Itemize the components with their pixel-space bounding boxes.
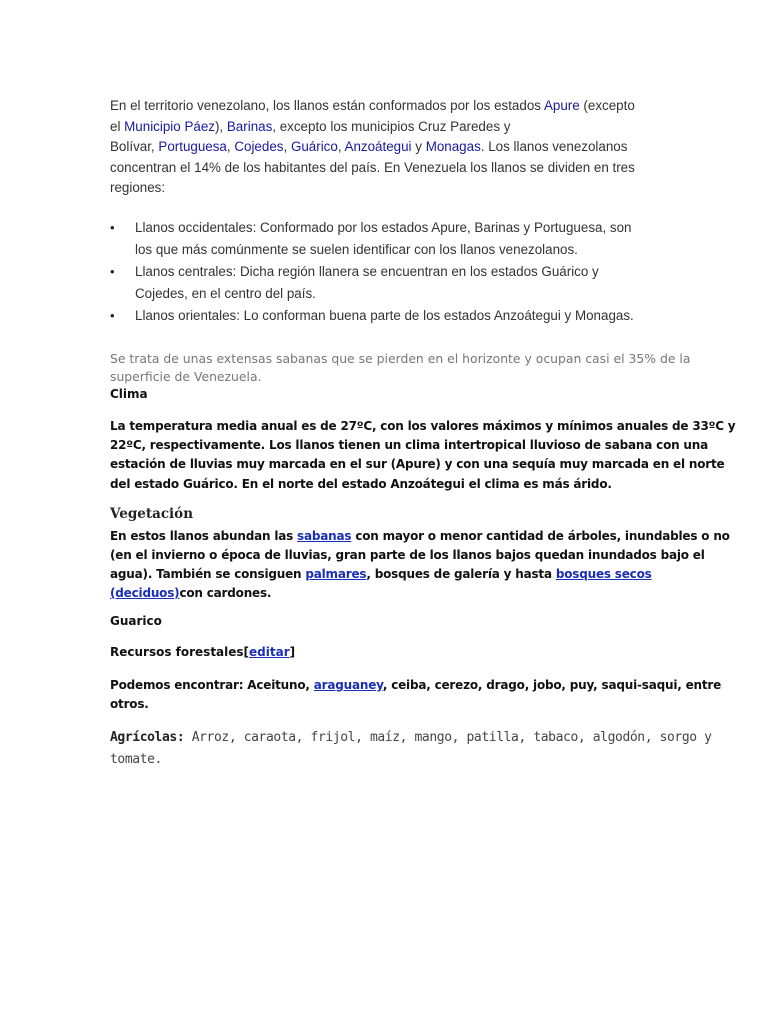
intro-line [110,96,650,117]
text: y [411,139,426,155]
text: el [110,118,125,134]
link-palmares[interactable]: palmares [305,567,367,581]
link-apure[interactable]: Apure [543,98,580,113]
agricolas-line [110,727,712,749]
text: Podemos encontrar: Aceituno, [110,678,314,692]
text: Recursos forestales[ [110,645,250,659]
clima-line: 22ºC, respectivamente. Los llanos tienen un clima intertropical lluvioso de sabana con una [110,438,709,453]
intro-line: concentran el 14% de los habitantes del país. En Venezuela los llanos se dividen en tres [110,159,635,175]
list-item [110,217,670,261]
link-deciduos[interactable]: (deciduos) [110,586,180,600]
text: , ceiba, cerezo, drago, jobo, puy, saqui-saqui, entre [382,678,722,692]
link-guarico[interactable]: Guárico [290,139,338,155]
species-paragraph [110,676,722,714]
vegetacion-line: (en el invierno o época de lluvias, gran parte de los llanos bajos quedan inundados bajo el [110,548,705,562]
text: , excepto los municipios Cruz Paredes y [272,118,511,134]
text: . Los llanos venezolanos [480,139,628,155]
text: Arroz, caraota, frijol, maíz, mango, patilla, tabaco, algodón, sorgo y [191,730,712,745]
clima-heading: Clima [110,387,148,401]
species-line: otros. [110,697,149,711]
agricolas-paragraph [110,727,712,771]
guarico-heading: Guarico [110,614,162,628]
text: agua). También se consiguen [110,567,306,581]
link-bosques-secos[interactable]: bosques secos [555,567,652,581]
text: ), [214,118,227,134]
list-item-line: • Llanos orientales: Lo conforman buena parte de los estados Anzoátegui y Monagas. [135,308,634,323]
vegetacion-line [110,584,670,603]
link-cojedes[interactable]: Cojedes [234,139,284,155]
clima-paragraph [110,417,736,494]
edit-link[interactable]: editar [249,645,290,659]
summary-line: superficie de Venezuela. [110,369,262,384]
link-sabanas[interactable]: sabanas [297,529,352,543]
clima-line: estación de lluvias muy marcada en el sur (Apure) y con una sequía muy marcada en el norte [110,457,725,472]
vegetacion-line [110,565,670,584]
vegetacion-heading: Vegetación [110,506,194,522]
text: , [337,139,345,155]
list-item-line: • Llanos centrales: Dicha región llanera se encuentran en los estados Guárico y [135,264,599,279]
list-item-line: • Llanos occidentales: Conformado por los estados Apure, Barinas y Portuguesa, son [135,220,632,235]
list-item-line: Cojedes, en el centro del país. [135,286,316,301]
text: , [226,139,235,155]
clima-line: La temperatura media anual es de 27ºC, con los valores máximos y mínimos anuales de 33ºC y [110,419,736,433]
text: En estos llanos abundan las [110,529,298,543]
text: , bosques de galería y hasta [366,567,556,581]
list-item [110,261,670,305]
list-item [110,305,670,327]
intro-paragraph [110,96,650,199]
link-portuguesa[interactable]: Portuguesa [158,139,227,155]
intro-line [110,137,650,158]
text: con cardones. [179,586,272,600]
list-item-line: los que más comúnmente se suelen identificar con los llanos venezolanos. [135,242,578,257]
summary-paragraph [110,350,691,386]
clima-line: del estado Guárico. En el norte del estado Anzoátegui el clima es más árido. [110,476,612,491]
recursos-forestales-heading [110,645,295,659]
vegetacion-line [110,527,730,546]
text: Bolívar, [110,139,159,155]
text: (excepto [579,98,635,113]
intro-line [110,117,650,138]
link-araguaney[interactable]: araguaney [313,678,383,692]
agricolas-line: tomate. [110,752,162,767]
vegetacion-paragraph [110,527,730,603]
link-anzoategui[interactable]: Anzoátegui [344,139,412,155]
text: En el territorio venezolano, los llanos están conformados por los estados [110,98,544,113]
text: ] [289,645,296,659]
link-monagas[interactable]: Monagas [425,139,481,155]
text: con mayor o menor cantidad de árboles, inundables o no [351,529,730,543]
agricolas-label: Agrícolas [110,730,177,745]
regions-list [110,217,670,327]
text: : [176,730,192,745]
summary-line: Se trata de unas extensas sabanas que se pierden en el horizonte y ocupan casi el 35% de la [110,351,691,366]
intro-line: regiones: [110,180,166,196]
species-line [110,676,722,695]
link-barinas[interactable]: Barinas [226,118,273,134]
link-municipio-paez[interactable]: Municipio Páez [124,118,215,134]
text: , [283,139,291,155]
